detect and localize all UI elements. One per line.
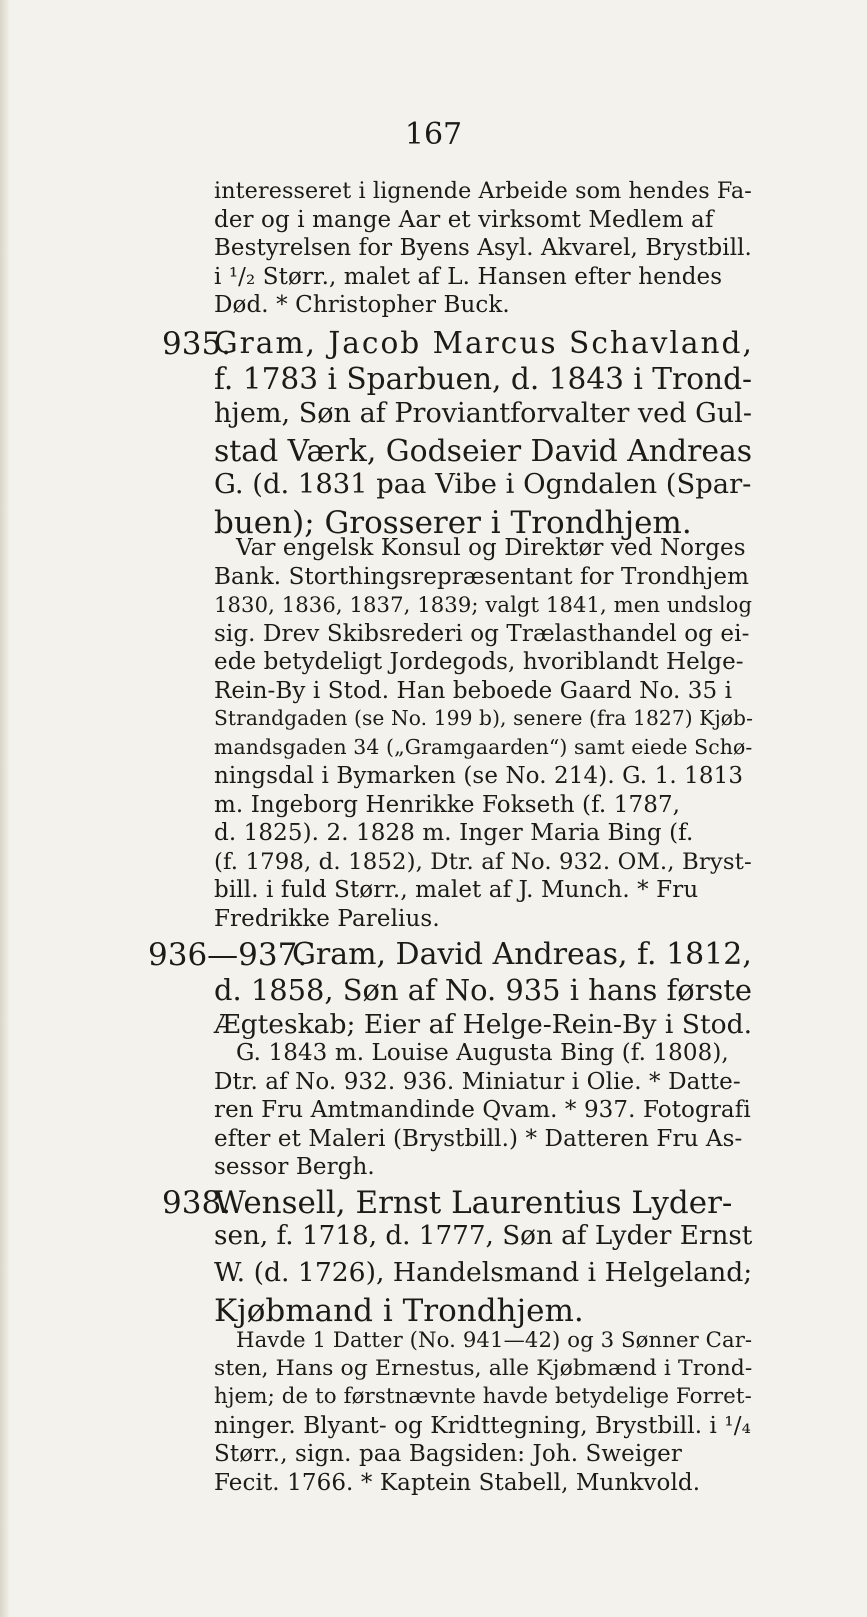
note-line: Strandgaden (se No. 199 b), senere (fra 1827) Kjøb- [214, 706, 754, 730]
note-line: hjem; de to førstnævnte havde betydelige Forret- [214, 1384, 752, 1409]
note-line: Havde 1 Datter (No. 941—42) og 3 Sønner Car- [236, 1327, 753, 1352]
entry-heading-line: d. 1858, Søn af No. 935 i hans første [214, 973, 752, 1007]
entry-heading-line: f. 1783 i Sparbuen, d. 1843 i Trond- [214, 362, 753, 396]
entry-heading-line: Gram, David Andreas, f. 1812, [292, 937, 752, 972]
note-line: ede betydeligt Jordegods, hvoriblandt Helge- [214, 649, 744, 675]
note-line: ningsdal i Bymarken (se No. 214). G. 1. 1813 [214, 763, 744, 789]
note-line: Dtr. af No. 932. 936. Miniatur i Olie. * Datte- [214, 1069, 741, 1095]
note-line: ren Fru Amtmandinde Qvam. * 937. Fotografi [214, 1097, 751, 1123]
entry-heading-line: hjem, Søn af Proviantforvalter ved Gul- [214, 398, 752, 429]
note-line: Bank. Storthingsrepræsentant for Trondhjem [214, 564, 750, 590]
note-line: 1830, 1836, 1837, 1839; valgt 1841, men undslog [214, 592, 753, 617]
note-line: sessor Bergh. [214, 1154, 375, 1180]
entry-number: 938. [162, 1185, 232, 1221]
note-line: Rein-By i Stod. Han beboede Gaard No. 35 i [214, 678, 733, 704]
note-line: efter et Maleri (Brystbill.) * Datteren Fru As- [214, 1126, 743, 1152]
entry-heading-line: Kjøbmand i Trondhjem. [214, 1293, 584, 1329]
page-edge-shadow [0, 0, 10, 1617]
note-line: Fredrikke Parelius. [214, 906, 440, 932]
note-line: Fecit. 1766. * Kaptein Stabell, Munkvold. [214, 1470, 701, 1496]
text-line: interesseret i lignende Arbeide som hendes Fa- [214, 178, 752, 204]
entry-heading-line: buen); Grosserer i Trondhjem. [214, 505, 692, 541]
entry-number: 936—937. [148, 937, 308, 973]
text-line: Død. * Christopher Buck. [214, 292, 510, 318]
note-line: sten, Hans og Ernestus, alle Kjøbmænd i Trond- [214, 1356, 753, 1381]
text-line: der og i mange Aar et virksomt Medlem af [214, 207, 714, 233]
entry-number: 935. [162, 326, 232, 362]
entry-heading-line: Ægteskab; Eier af Helge-Rein-By i Stod. [214, 1009, 753, 1040]
note-line: bill. i fuld Størr., malet af J. Munch. * Fru [214, 877, 699, 903]
note-line: m. Ingeborg Henrikke Fokseth (f. 1787, [214, 792, 681, 818]
entry-heading-line: stad Værk, Godseier David Andreas [214, 434, 753, 469]
note-line: d. 1825). 2. 1828 m. Inger Maria Bing (f. [214, 820, 694, 846]
note-line: G. 1843 m. Louise Augusta Bing (f. 1808), [236, 1040, 729, 1066]
entry-heading-line: Gram, Jacob Marcus Schavland, [214, 326, 754, 360]
note-line: sig. Drev Skibsrederi og Trælasthandel og ei- [214, 621, 750, 647]
entry-heading-line: W. (d. 1726), Handelsmand i Helgeland; [214, 1257, 753, 1288]
note-line: Var engelsk Konsul og Direktør ved Norges [236, 535, 746, 561]
text-line: i ¹/₂ Størr., malet af L. Hansen efter hendes [214, 264, 723, 290]
text-line: Bestyrelsen for Byens Asyl. Akvarel, Brystbill. [214, 235, 752, 261]
entry-heading-line: G. (d. 1831 paa Vibe i Ogndalen (Spar- [214, 469, 752, 500]
note-line: mandsgaden 34 („Gramgaarden“) samt eiede Schø- [214, 735, 753, 759]
entry-heading-line: Wensell, Ernst Laurentius Lyder- [214, 1185, 733, 1221]
entry-heading-line: sen, f. 1718, d. 1777, Søn af Lyder Ernst [214, 1221, 753, 1251]
note-line: ninger. Blyant- og Kridttegning, Brystbill. i ¹/₄ [214, 1413, 751, 1439]
note-line: (f. 1798, d. 1852), Dtr. af No. 932. OM., Bryst- [214, 849, 752, 875]
page-number: 167 [404, 117, 463, 152]
note-line: Størr., sign. paa Bagsiden: Joh. Sweiger [214, 1441, 682, 1467]
